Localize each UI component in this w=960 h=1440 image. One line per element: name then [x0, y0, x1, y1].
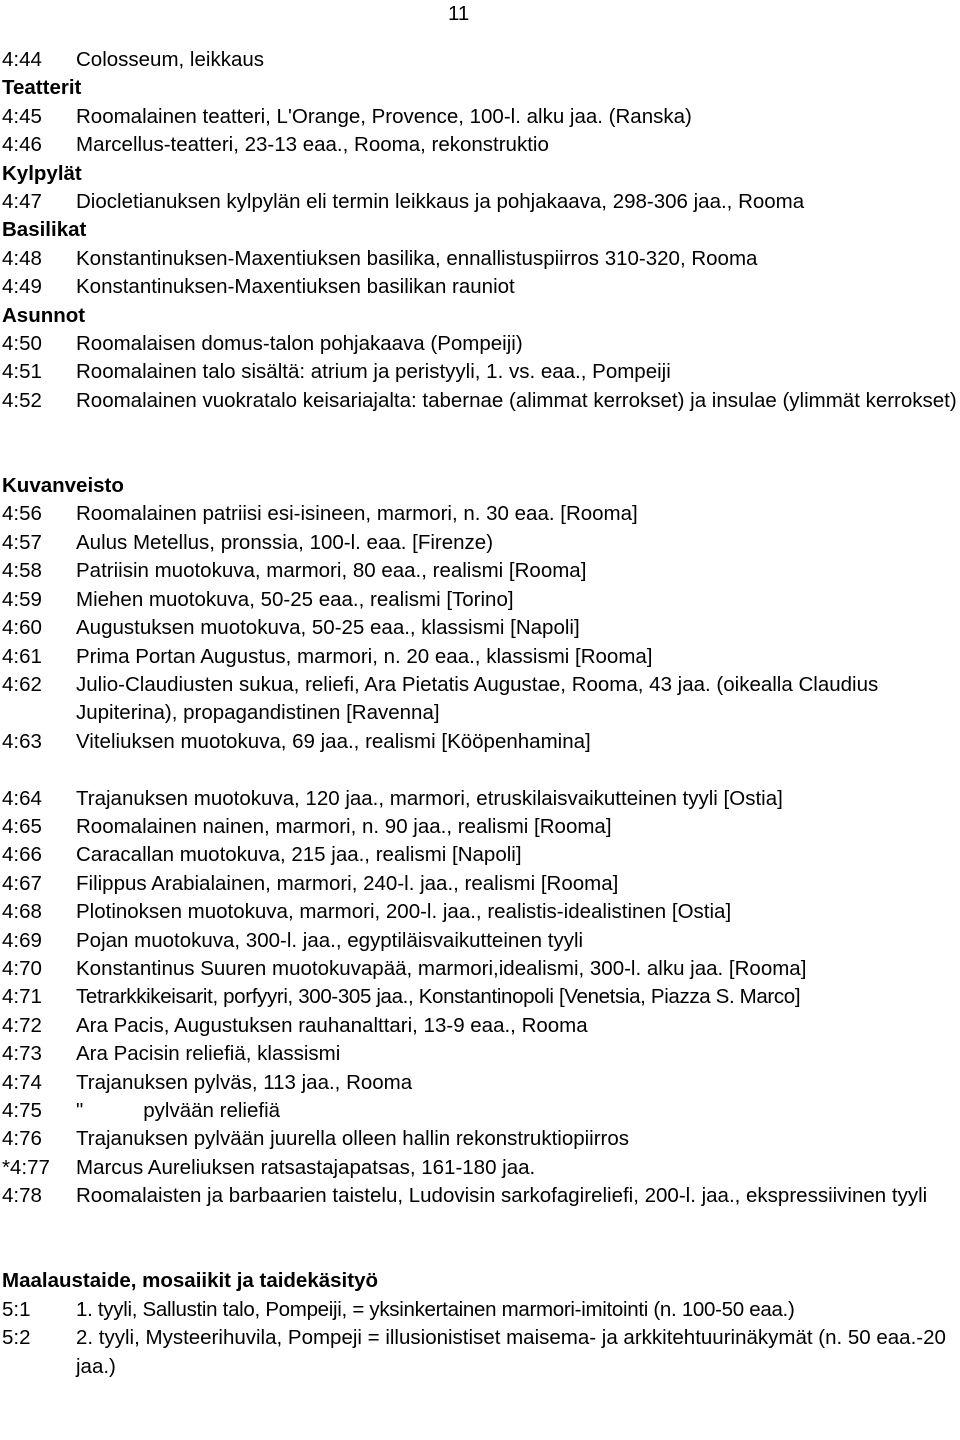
item-number: 4:63 [2, 729, 42, 753]
section-heading-kylpylat: Kylpylät [2, 161, 82, 185]
item-text: Aulus Metellus, pronssia, 100-l. eaa. [Firenze) [76, 530, 494, 554]
item-text: Plotinoksen muotokuva, marmori, 200-l. jaa., realistis-idealistinen [Ostia] [76, 900, 732, 924]
item-text: Viteliuksen muotokuva, 69 jaa., realismi [Kööpenhamina] [76, 729, 591, 753]
list-item [2, 1125, 958, 1153]
section-heading-basilikat: Basilikat [2, 218, 87, 242]
list-item [2, 643, 958, 671]
list-item [2, 358, 958, 386]
item-text-continued: pylvään reliefiä [143, 1099, 281, 1122]
item-number: 4:76 [2, 1127, 42, 1151]
item-number: 4:57 [2, 530, 42, 554]
list-item [2, 1154, 958, 1182]
item-number: 4:64 [2, 786, 42, 810]
item-number: 4:56 [2, 502, 42, 526]
list-item [2, 955, 958, 983]
item-text: Marcellus-teatteri, 23-13 eaa., Rooma, rekonstruktio [76, 133, 549, 157]
page-number: 11 [448, 2, 470, 25]
item-number: 4:68 [2, 900, 42, 924]
item-text: Trajanuksen muotokuva, 120 jaa., marmori, etruskilaisvaikutteinen tyyli [Ostia] [76, 786, 783, 810]
item-text: Ara Pacisin reliefiä, klassismi [76, 1042, 341, 1066]
item-text: Trajanuksen pylväs, 113 jaa., Rooma [76, 1070, 413, 1094]
image-list [2, 46, 958, 1381]
item-text: Julio-Claudiusten sukua, reliefi, Ara Pietatis Augustae, Rooma, 43 jaa. (oikealla Claudius Jupiterina), propagandistinen [Ravenna] [76, 672, 879, 725]
item-number: 4:58 [2, 559, 42, 583]
list-item [2, 671, 958, 728]
item-number: 4:69 [2, 928, 42, 952]
list-item [2, 245, 958, 273]
list-item [2, 1040, 958, 1068]
item-text: 2. tyyli, Mysteerihuvila, Pompeji = illusionistiset maisema- ja arkkitehtuurinäkymät (n. 50 eaa.-20 jaa.) [76, 1326, 946, 1378]
item-text: Marcus Aureliuksen ratsastajapatsas, 161-180 jaa. [76, 1155, 536, 1179]
list-item [2, 927, 958, 955]
item-text: Miehen muotokuva, 50-25 eaa., realismi [Torino] [76, 587, 514, 611]
item-text: Caracallan muotokuva, 215 jaa., realismi [Napoli] [76, 843, 522, 867]
list-item [2, 614, 958, 642]
list-item [2, 1182, 958, 1210]
item-text: Augustuksen muotokuva, 50-25 eaa., klassismi [Napoli] [76, 616, 580, 640]
list-item [2, 557, 958, 585]
item-number: 4:46 [2, 133, 42, 157]
item-number: 4:73 [2, 1042, 42, 1066]
item-number: 4:75 [2, 1099, 42, 1122]
list-item [2, 728, 958, 756]
list-item [2, 1012, 958, 1040]
list-item [2, 500, 958, 528]
item-text: Prima Portan Augustus, marmori, n. 20 eaa., klassismi [Rooma] [76, 644, 653, 668]
item-text: Trajanuksen pylvään juurella olleen hallin rekonstruktiopiirros [76, 1127, 630, 1151]
item-text: Roomalainen nainen, marmori, n. 90 jaa., realismi [Rooma] [76, 814, 612, 838]
list-item [2, 529, 958, 557]
list-item [2, 1069, 958, 1097]
list-item [2, 870, 958, 898]
item-text: Colosseum, leikkaus [76, 48, 264, 71]
item-number: 4:52 [2, 388, 42, 412]
section-heading-teatterit: Teatterit [2, 76, 82, 100]
ditto-mark: " [76, 1099, 84, 1122]
item-number: 4:62 [2, 672, 42, 696]
list-item [2, 586, 958, 614]
item-number: 4:67 [2, 871, 42, 895]
list-item [2, 813, 958, 841]
list-item [2, 1296, 958, 1324]
list-item [2, 898, 958, 926]
spacer [2, 1211, 958, 1268]
item-text: Roomalaisten ja barbaarien taistelu, Ludovisin sarkofagireliefi, 200-l. jaa., ekspressiivinen tyyli [76, 1184, 928, 1208]
item-number: 4:45 [2, 104, 42, 128]
item-number: 5:2 [2, 1326, 31, 1350]
item-number: 4:47 [2, 190, 42, 214]
item-number: 4:61 [2, 644, 42, 668]
list-item [2, 103, 958, 131]
section-heading-asunnot: Asunnot [2, 303, 86, 327]
list-item [2, 273, 958, 301]
item-text: Roomalainen vuokratalo keisariajalta: tabernae (alimmat kerrokset) ja insulae (ylimmät kerrokset) [76, 388, 957, 412]
item-number: 4:50 [2, 332, 42, 356]
item-text: Pojan muotokuva, 300-l. jaa., egyptiläisvaikutteinen tyyli [76, 928, 584, 952]
spacer [2, 756, 958, 784]
item-number: 4:44 [2, 48, 42, 71]
item-text: Roomalainen teatteri, L'Orange, Provence, 100-l. alku jaa. (Ranska) [76, 104, 692, 128]
item-text: Roomalainen patriisi esi-isineen, marmori, n. 30 eaa. [Rooma] [76, 502, 638, 526]
list-item [2, 330, 958, 358]
item-number: 4:60 [2, 616, 42, 640]
item-number: 4:65 [2, 814, 42, 838]
list-item [2, 387, 958, 415]
item-number: 4:59 [2, 587, 42, 611]
item-number: 4:71 [2, 985, 42, 1009]
item-number: 4:78 [2, 1184, 42, 1208]
item-text: Tetrarkkikeisarit, porfyyri, 300-305 jaa., Konstantinopoli [Venetsia, Piazza S. Marco] [76, 985, 801, 1009]
section-heading-maalaustaide: Maalaustaide, mosaiikit ja taidekäsityö [2, 1269, 378, 1293]
list-item [2, 983, 958, 1011]
item-number: 4:74 [2, 1070, 42, 1094]
item-text: Roomalaisen domus-talon pohjakaava (Pompeiji) [76, 332, 523, 356]
item-text: Diocletianuksen kylpylän eli termin leikkaus ja pohjakaava, 298-306 jaa., Rooma [76, 190, 805, 214]
list-item [2, 46, 958, 74]
item-text: 1. tyyli, Sallustin talo, Pompeiji, = yksinkertainen marmori-imitointi (n. 100-50 eaa.) [76, 1297, 795, 1321]
section-heading-kuvanveisto: Kuvanveisto [2, 474, 124, 498]
item-number: 4:70 [2, 956, 42, 980]
item-number: 4:48 [2, 246, 42, 270]
item-number: 4:72 [2, 1013, 42, 1037]
item-text: Ara Pacis, Augustuksen rauhanalttari, 13-9 eaa., Rooma [76, 1013, 588, 1037]
item-text: Konstantinus Suuren muotokuvapää, marmori,idealismi, 300-l. alku jaa. [Rooma] [76, 956, 807, 980]
item-number: 5:1 [2, 1297, 31, 1321]
spacer [2, 415, 958, 472]
item-text: Konstantinuksen-Maxentiuksen basilikan rauniot [76, 275, 515, 299]
list-item [2, 1097, 958, 1125]
item-number: 4:66 [2, 843, 42, 867]
item-text: Roomalainen talo sisältä: atrium ja peristyyli, 1. vs. eaa., Pompeiji [76, 360, 671, 384]
item-text: Patriisin muotokuva, marmori, 80 eaa., realismi [Rooma] [76, 559, 587, 583]
list-item [2, 188, 958, 216]
list-item [2, 785, 958, 813]
item-text: Filippus Arabialainen, marmori, 240-l. jaa., realismi [Rooma] [76, 871, 619, 895]
item-text: Konstantinuksen-Maxentiuksen basilika, ennallistuspiirros 310-320, Rooma [76, 246, 758, 270]
list-item [2, 841, 958, 869]
item-number: 4:49 [2, 275, 42, 299]
list-item [2, 131, 958, 159]
list-item [2, 1324, 958, 1381]
item-number: *4:77 [2, 1155, 50, 1179]
item-text [76, 1097, 958, 1125]
item-number: 4:51 [2, 360, 42, 384]
